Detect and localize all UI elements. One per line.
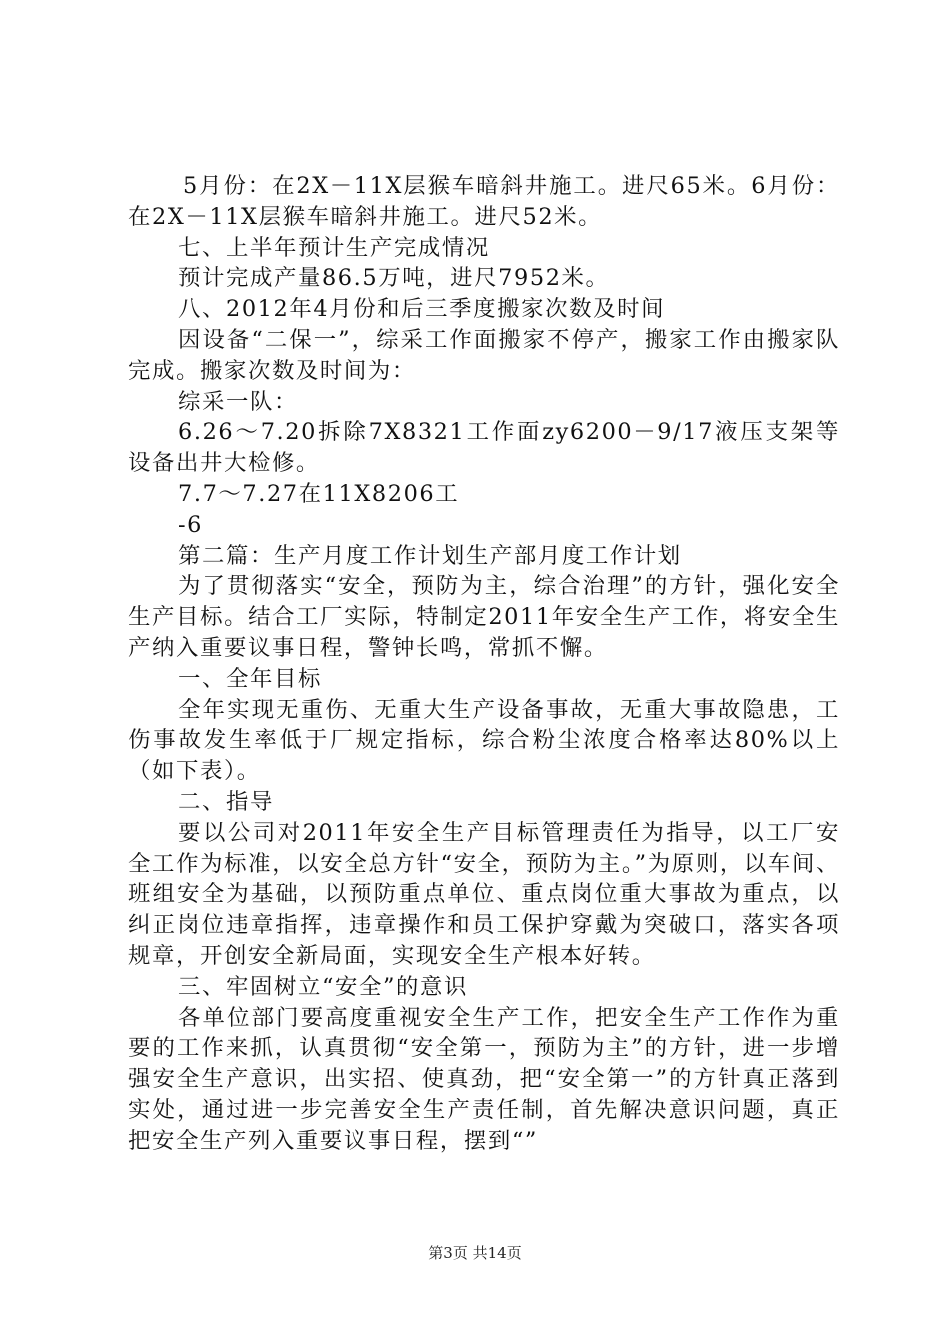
paragraph-guidance: 要以公司对2011年安全生产目标管理责任为指导，以工厂安全工作为标准，以安全总方针“安全，预防为主。”为原则，以车间、班组安全为基础，以预防重点单位、重点岗位重大事故为重点，以纠正岗位违章指挥，违章操作和员工保护穿戴为突破口，落实各项规章，开创安全新局面，实现安全生产根本好转。 [128,819,840,969]
paragraph-relocation: 因设备“二保一”，综采工作面搬家不停产，搬家工作由搬家队完成。搬家次数及时间为： [128,326,840,384]
paragraph-page-marker: -6 [178,511,204,538]
heading-section-8: 八、2012年4月份和后三季度搬家次数及时间 [178,296,666,323]
paragraph-safety-awareness: 各单位部门要高度重视安全生产工作，把安全生产工作作为重要的工作来抓，认真贯彻“安全第一，预防为主”的方针，进一步增强安全生产意识，出实招、使真劲，把“安全第一”的方针真正落到实处，通过进一步完善安全生产责任制，首先解决意识问题，真正把安全生产列入重要议事日程，摆到“” [128,1004,840,1154]
heading-guidance: 二、指导 [178,788,274,815]
heading-safety-awareness: 三、牢固树立“安全”的意识 [178,973,468,1000]
paragraph-team-one: 综采一队： [178,388,298,415]
paragraph-dismantle: 6.26～7.20拆除7X8321工作面zy6200－9/17液压支架等设备出井大检修。 [128,419,840,477]
page-number: 第3页 共14页 [428,1244,522,1262]
document-body [128,171,840,1157]
page-footer [0,1243,950,1263]
heading-annual-goal: 一、全年目标 [178,665,322,692]
paragraph-schedule: 7.7～7.27在11X8206工 [178,480,460,507]
heading-part-two: 第二篇：生产月度工作计划生产部月度工作计划 [178,542,682,569]
paragraph-intro: 为了贯彻落实“安全，预防为主，综合治理”的方针，强化安全生产目标。结合工厂实际，特制定2011年安全生产工作，将安全生产纳入重要议事日程，警钟长鸣，常抓不懈。 [128,573,840,661]
heading-section-7: 七、上半年预计生产完成情况 [178,234,490,261]
paragraph-may-progress: 5月份：在2X－11X层猴车暗斜井施工。进尺65米。6月份：在2X－11X层猴车暗斜井施工。进尺52米。 [128,173,840,230]
paragraph-expected-output: 预计完成产量86.5万吨，进尺7952米。 [178,265,610,292]
paragraph-annual-goal: 全年实现无重伤、无重大生产设备事故，无重大事故隐患，工伤事故发生率低于厂规定指标，综合粉尘浓度合格率达80%以上（如下表）。 [128,696,840,785]
